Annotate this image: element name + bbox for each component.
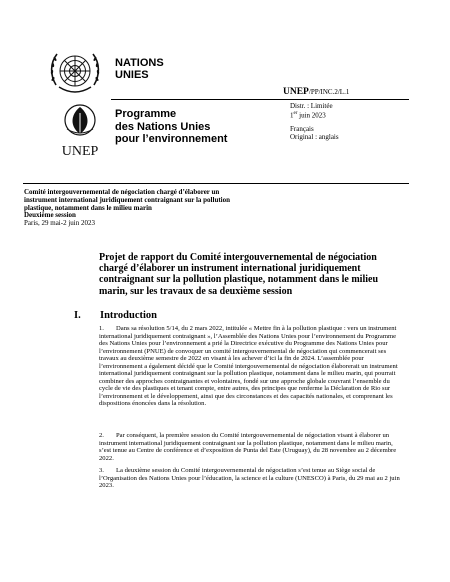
programme-name-line: pour l’environnement (115, 133, 228, 145)
date-rest: juin 2023 (297, 111, 326, 120)
original-language: Original : anglais (290, 133, 339, 142)
document-title: Projet de rapport du Comité intergouvernemental de négociation chargé d’élaborer un instrument international juridiquement contraignant sur la pollution plastique, notamment dans le milieu marin, sur les travaux de sa deuxième session (99, 252, 379, 297)
paragraph-number: 2. (99, 432, 104, 439)
unep-logo-icon (58, 101, 102, 159)
committee-block (24, 189, 254, 228)
symbol-prefix: UNEP (283, 87, 309, 97)
session-place-date: Paris, 29 mai-2 juin 2023 (24, 219, 95, 228)
section-heading (74, 310, 157, 321)
organization-name (115, 57, 164, 81)
section-divider (23, 183, 409, 184)
org-name-line: NATIONS (115, 57, 164, 69)
programme-name-line: des Nations Unies (115, 120, 211, 133)
header-divider (111, 99, 409, 100)
paragraph-text: Dans sa résolution 5/14, du 2 mars 2022, intitulée « Mettre fin à la pollution plastique : vers un instrument international juridiquement contraignant », l’Assemblée des Nations Unies pour l’environnement du Programme des Nations Unies pour l’environnement a prié la Directrice exécutive du Programme des Nations Unies pour l’environnement (PNUE) de convoquer un comité intergouvernemental de négociation qui commencerait ses travaux au deuxième semestre de 2022 en visant à les achever d’ici la fin de 2024. L’assemblée pour l’environnement a également décidé que le Comité intergouvernemental de négociation élaborerait un instrument international juridiquement contraignant sur la pollution plastique, notamment dans le milieu marin, qui pourrait combiner des approches contraignantes et volontaires, fondé sur une approche globale couvrant l’ensemble du cycle de vie des plastiques et tenant compte, entre autres, des principes que renferme la Déclaration de Rio sur l’environnement et le développement, ainsi que des circonstances et des capacités nationales, et comprenant les dispositions énoncées dans la résolution. (99, 325, 398, 408)
unep-logo-text: UNEP (61, 144, 99, 159)
paragraph (99, 325, 401, 408)
un-emblem-icon (47, 47, 103, 99)
programme-name-line: Programme (115, 108, 177, 120)
distribution-info (290, 102, 339, 142)
org-name-line: UNIES (115, 69, 149, 81)
programme-name (115, 108, 227, 146)
document-symbol (283, 87, 349, 97)
document-language: Français (290, 124, 314, 133)
session-name: Deuxième session (24, 211, 76, 220)
date-day: 1 (290, 111, 294, 120)
paragraph (99, 467, 401, 490)
committee-name: Comité intergouvernemental de négociation chargé d’élaborer un instrument international juridiquement contraignant sur la pollution plastique, notamment dans le milieu marin (24, 188, 231, 212)
distribution-status: Distr. : Limitée (290, 102, 333, 110)
paragraph-text: La deuxième session du Comité intergouvernemental de négociation s’est tenue au Siège social de l’Organisation des Nations Unies pour l’éducation, la science et la culture (UNESCO) à Paris, du 29 mai au 2 juin 2023. (99, 467, 400, 490)
section-number: I. (74, 310, 81, 321)
section-title: Introduction (100, 310, 157, 321)
symbol-rest: /PP/INC.2/L.1 (308, 88, 350, 96)
paragraph-number: 1. (99, 325, 104, 332)
paragraph (99, 432, 401, 462)
paragraph-text: Par conséquent, la première session du Comité intergouvernemental de négociation visant à élaborer un instrument international juridiquement contraignant sur la pollution plastique, notamment dans le milieu marin, s’est tenue au Centre de conférence et d’exposition de Punta del Este (Uruguay), du 28 novembre au 2 décembre 2022. (99, 432, 397, 462)
distribution-date (290, 110, 339, 120)
paragraph-number: 3. (99, 467, 104, 474)
date-superscript: er (293, 111, 298, 117)
